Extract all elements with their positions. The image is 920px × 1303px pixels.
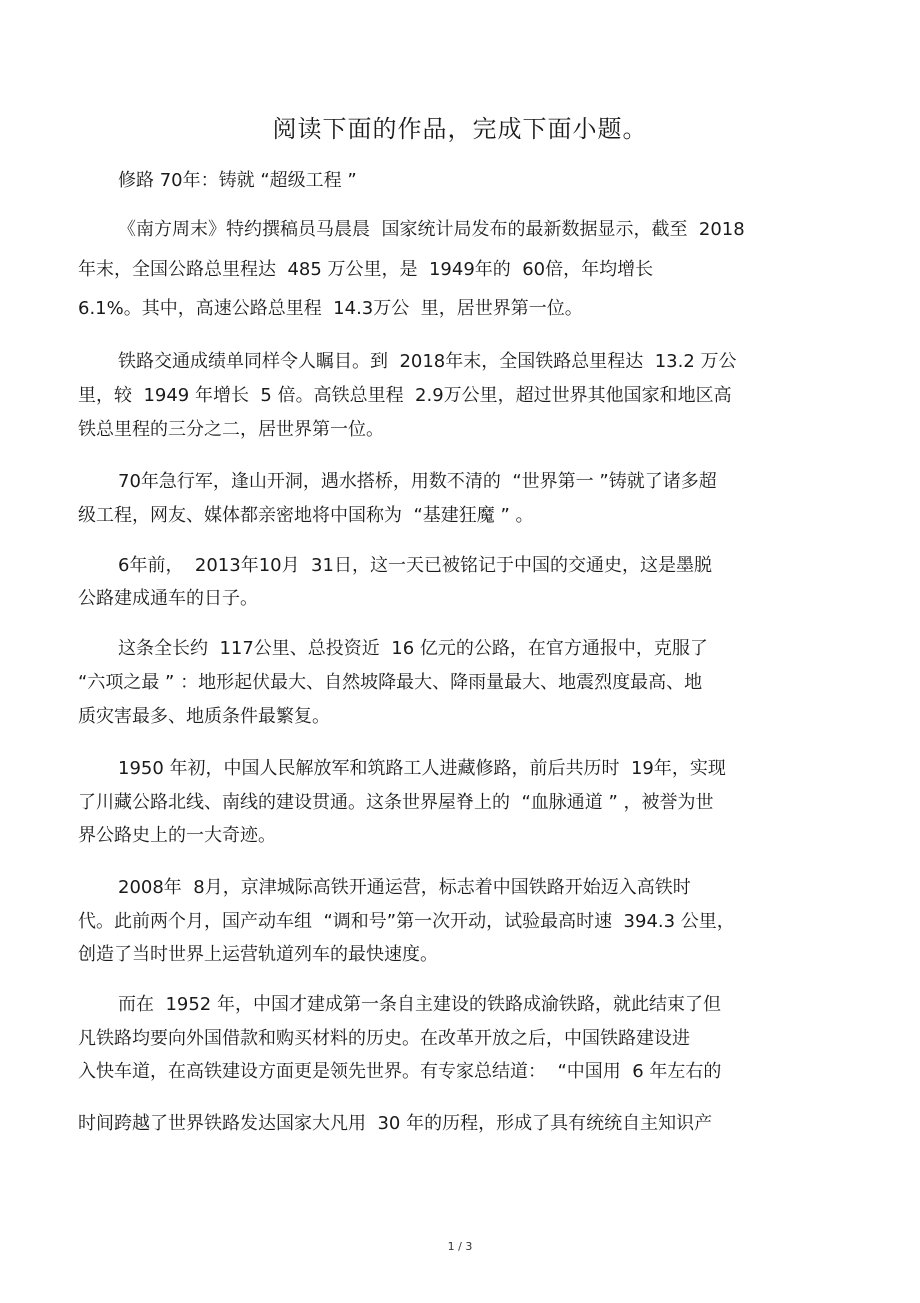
paragraph-3-line-2: 级工程，网友、媒体都亲密地将中国称为 “基建狂魔 ” 。 [78, 505, 534, 526]
paragraph-5-line-3: 质灾害最多、地质条件最繁复。 [78, 706, 330, 727]
paragraph-6-line-3: 界公路史上的一大奇迹。 [78, 825, 276, 846]
paragraph-6-line-2: 了川藏公路北线、南线的建设贯通。这条世界屋脊上的 “血脉通道 ” ，被誉为世 [78, 792, 714, 813]
paragraph-2-line-3: 铁总里程的三分之二，居世界第一位。 [78, 419, 384, 440]
paragraph-7-line-2: 代。此前两个月，国产动车组 “调和号”第一次开动，试验最高时速 394.3 公里， [78, 911, 735, 932]
paragraph-1-line-2: 年末，全国公路总里程达 485 万公里，是 1949年的 60倍，年均增长 [78, 259, 654, 280]
paragraph-8-line-1: 而在 1952 年，中国才建成第一条自主建设的铁路成渝铁路，就此结束了但 [118, 994, 721, 1015]
paragraph-1-line-1: 《南方周末》特约撰稿员马晨晨 国家统计局发布的最新数据显示，截至 2018 [118, 219, 745, 240]
paragraph-5-line-1: 这条全长约 117公里、总投资近 16 亿元的公路，在官方通报中，克服了 [118, 638, 708, 659]
paragraph-3-line-1: 70年急行军，逢山开洞，遇水搭桥，用数不清的 “世界第一 ”铸就了诸多超 [118, 471, 717, 492]
paragraph-5-line-2: “六项之最 ” ：地形起伏最大、自然坡降最大、降雨量最大、地震烈度最高、地 [78, 672, 703, 693]
paragraph-4-line-2: 公路建成通车的日子。 [78, 588, 258, 609]
paragraph-2-line-2: 里，较 1949 年增长 5 倍。高铁总里程 2.9万公里，超过世界其他国家和地区高 [78, 385, 732, 406]
page-number: 1 / 3 [447, 1240, 473, 1253]
paragraph-8-line-3: 入快车道，在高铁建设方面更是领先世界。有专家总结道： “中国用 6 年左右的 [78, 1061, 722, 1082]
paragraph-7-line-3: 创造了当时世界上运营轨道列车的最快速度。 [78, 944, 438, 965]
paragraph-6-line-1: 1950 年初，中国人民解放军和筑路工人进藏修路，前后共历时 19年，实现 [118, 758, 726, 779]
paragraph-1-line-3: 6.1%。其中，高速公路总里程 14.3万公 里，居世界第一位。 [78, 298, 583, 319]
paragraph-7-line-1: 2008年 8月，京津城际高铁开通运营，标志着中国铁路开始迈入高铁时 [118, 877, 691, 898]
paragraph-8-line-2: 凡铁路均要向外国借款和购买材料的历史。在改革开放之后，中国铁路建设进 [78, 1028, 690, 1049]
page-title: 阅读下面的作品，完成下面小题。 [272, 115, 648, 143]
paragraph-2-line-1: 铁路交通成绩单同样令人瞩目。到 2018年末，全国铁路总里程达 13.2 万公 [118, 351, 737, 372]
paragraph-8-line-4: 时间跨越了世界铁路发达国家大凡用 30 年的历程，形成了具有统统自主知识产 [78, 1113, 713, 1134]
article-subtitle: 修路 70年：铸就 “超级工程 ” [118, 170, 357, 191]
paragraph-4-line-1: 6年前， 2013年10月 31日，这一天已被铭记于中国的交通史，这是墨脱 [118, 555, 712, 576]
